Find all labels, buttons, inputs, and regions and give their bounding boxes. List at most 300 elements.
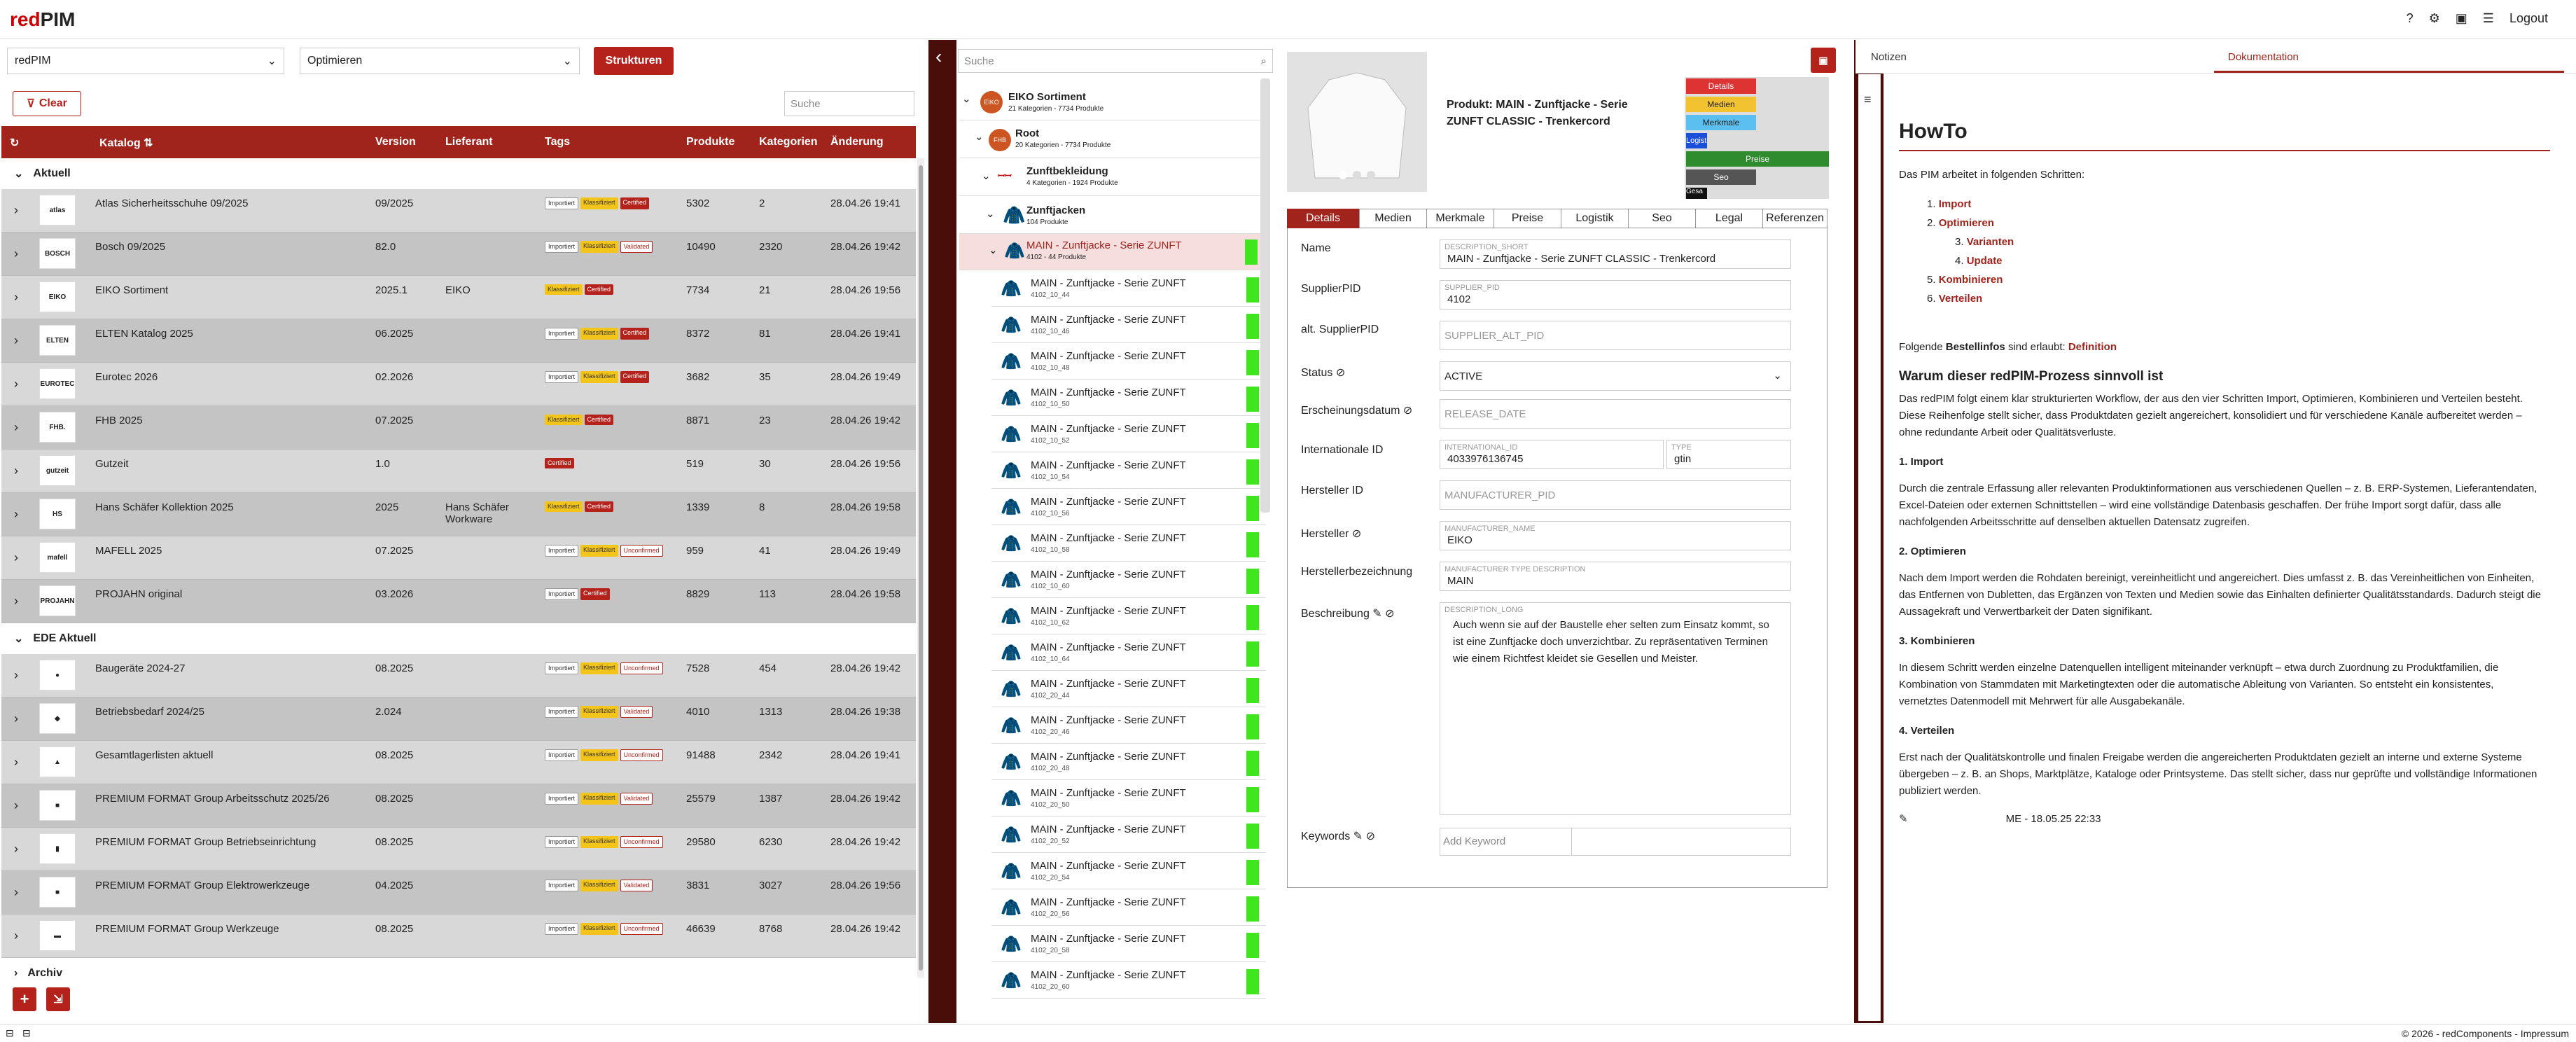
variant-item[interactable] <box>991 270 1266 307</box>
jacket-icon: 🧥 <box>1001 825 1022 845</box>
table-row[interactable] <box>1 493 916 536</box>
jacket-icon: 🧥 <box>1001 534 1022 553</box>
clear-button[interactable]: ⊽ Clear <box>13 91 81 116</box>
chevron-right-icon: › <box>14 967 18 979</box>
tag-badge: Klassifiziert <box>580 371 618 383</box>
manufacturer-pid-field[interactable]: MANUFACTURER_PID <box>1440 480 1791 510</box>
chevron-down-icon: ⌄ <box>14 168 24 180</box>
doc-s1: 1. Import <box>1899 456 1944 468</box>
steps-list: 1. Import 2. Optimieren 3. Varianten 4. Update 5. Kombinieren 6. Verteilen <box>1927 198 2014 305</box>
jacket-icon: 🧥 <box>1001 679 1022 699</box>
variant-item[interactable] <box>991 926 1266 962</box>
doc-heading: HowTo <box>1899 120 1968 143</box>
catalog-version: 04.2025 <box>375 880 414 891</box>
col-version[interactable]: Version <box>375 136 416 148</box>
table-row[interactable] <box>1 276 916 319</box>
chevron-down-icon: ⌄ <box>975 131 984 143</box>
alt-supplierpid-field[interactable]: SUPPLIER_ALT_PID <box>1440 321 1791 350</box>
variant-item[interactable] <box>991 817 1266 853</box>
status-indicator <box>1246 350 1259 375</box>
variant-item[interactable] <box>991 671 1266 707</box>
top-bar <box>0 0 2576 39</box>
tree-search-input[interactable]: Suche ⌕ <box>958 49 1273 73</box>
status-indicator <box>1246 787 1259 812</box>
table-row[interactable] <box>1 915 916 958</box>
catalog-thumbnail: atlas <box>39 195 76 225</box>
chevron-down-icon: ⌄ <box>986 208 995 220</box>
step-update[interactable]: Update <box>1966 255 2003 267</box>
catalog-name: PREMIUM FORMAT Group Betriebseinrichtung <box>95 836 316 848</box>
tree-node-main-zunftjacke[interactable]: ⌄ 🧥 MAIN - Zunftjacke - Serie ZUNFT 4102 - 44 Produkte <box>959 234 1267 270</box>
tag-badge: Unconfirmed <box>620 545 663 557</box>
chevron-right-icon[interactable]: › <box>14 711 18 725</box>
step-kombinieren[interactable]: Kombinieren <box>1938 274 2003 286</box>
status-indicator <box>1246 824 1259 849</box>
link-icon[interactable]: ⊘ <box>1335 367 1346 379</box>
catalog-aenderung: 28.04.26 19:49 <box>830 371 901 383</box>
catalog-thumbnail: EUROTEC <box>39 368 76 399</box>
badge-seo[interactable]: Seo <box>1686 169 1756 185</box>
chevron-down-icon: ⌄ <box>1773 370 1782 382</box>
variant-title: MAIN - Zunftjacke - Serie ZUNFT <box>1031 496 1186 508</box>
chevron-down-icon: ⌄ <box>14 633 24 645</box>
variant-item[interactable] <box>991 562 1266 598</box>
status-indicator <box>1246 641 1259 667</box>
variant-title: MAIN - Zunftjacke - Serie ZUNFT <box>1031 787 1186 799</box>
catalog-aenderung: 28.04.26 19:58 <box>830 501 901 513</box>
jacket-icon: 🧥 <box>1001 716 1022 735</box>
import-button[interactable]: ⇲ <box>46 987 70 1011</box>
step-varianten[interactable]: Varianten <box>1966 236 2014 248</box>
variant-item[interactable] <box>991 598 1266 634</box>
catalog-kategorien: 1387 <box>759 793 783 805</box>
doc-s4: 4. Verteilen <box>1899 725 1955 737</box>
link-icon[interactable]: ⊘ <box>1402 405 1413 417</box>
store-icon[interactable]: ▣ <box>2455 11 2467 25</box>
status-indicator <box>1246 860 1259 885</box>
status-indicator <box>1246 969 1259 994</box>
variant-item[interactable] <box>991 489 1266 525</box>
bestellinfos-line: Folgende Bestellinfos sind erlaubt: Definition <box>1899 341 2117 353</box>
variant-id: 4102_10_52 <box>1031 437 1070 445</box>
catalog-kategorien: 35 <box>759 371 771 383</box>
tab-seo[interactable]: Seo <box>1629 209 1696 228</box>
variant-title: MAIN - Zunftjacke - Serie ZUNFT <box>1031 933 1186 945</box>
variant-title: MAIN - Zunftjacke - Serie ZUNFT <box>1031 751 1186 763</box>
tree-node-eiko[interactable]: ⌄ EIKO EIKO Sortiment 21 Kategorien - 7734 Produkte <box>959 84 1267 120</box>
catalog-produkte: 10490 <box>686 241 716 253</box>
status-indicator <box>1246 277 1259 303</box>
save-icon[interactable]: ▣ <box>1811 48 1836 73</box>
chevron-right-icon[interactable]: › <box>14 929 18 943</box>
link-icon[interactable]: ⊘ <box>1351 528 1362 540</box>
doc-para-0: Das redPIM folgt einem klar strukturierten Workflow, der aus den vier Schritten Import, Optimieren, Kombinieren und Verteilen besteht. Diese Reihenfolge stellt sicher, dass Produktdaten gezielt angereichert, konsolidiert und für verschiedene Kanäle aufbereitet werden – ohne redundante Arbeit oder Qualitätsverluste. <box>1899 393 2523 438</box>
manufacturer-type-field[interactable]: MANUFACTURER TYPE DESCRIPTION MAIN <box>1440 562 1791 591</box>
variant-id: 4102_20_56 <box>1031 910 1070 918</box>
catalog-tags <box>545 880 678 891</box>
panel-icon[interactable]: ⊟ <box>6 1027 14 1038</box>
catalog-produkte: 3831 <box>686 880 710 891</box>
catalog-aenderung: 28.04.26 19:56 <box>830 458 901 470</box>
section-archiv[interactable]: › Archiv <box>1 958 916 982</box>
collapse-left-icon[interactable]: ‹ <box>935 46 942 67</box>
tag-badge: Klassifiziert <box>580 662 618 674</box>
variant-item[interactable] <box>991 380 1266 416</box>
id-type-field[interactable]: TYPE gtin <box>1666 440 1791 469</box>
tag-badge: Klassifiziert <box>545 284 583 295</box>
name-field[interactable]: DESCRIPTION_SHORT MAIN - Zunftjacke - Serie ZUNFT CLASSIC - Trenkercord <box>1440 239 1791 269</box>
help-icon[interactable]: ? <box>2406 11 2414 25</box>
brand-logo-icon: ꟷꟷ <box>997 171 1011 181</box>
tag-badge: Certified <box>545 458 574 468</box>
col-katalog[interactable]: Katalog ⇅ <box>99 137 153 149</box>
chevron-right-icon[interactable]: › <box>14 290 18 304</box>
catalog-version: 08.2025 <box>375 923 414 935</box>
catalog-version: 2.024 <box>375 706 402 718</box>
tab-details[interactable]: Details <box>1287 209 1360 228</box>
step-optimieren[interactable]: Optimieren <box>1938 217 1994 229</box>
label-keywords: Keywords ✎ ⊘ <box>1301 831 1375 842</box>
footer-copyright[interactable]: © 2026 - redComponents - Impressum <box>2401 1028 2569 1039</box>
chevron-right-icon[interactable]: › <box>14 203 18 217</box>
badge-gesa[interactable]: Gesa <box>1686 188 1707 199</box>
tag-badge: Klassifiziert <box>580 923 618 935</box>
table-row[interactable] <box>1 654 916 697</box>
tag-badge: Importiert <box>545 241 578 253</box>
catalog-kategorien: 2320 <box>759 241 783 253</box>
tag-badge: Certified <box>585 284 614 295</box>
variant-title: MAIN - Zunftjacke - Serie ZUNFT <box>1031 969 1186 981</box>
badge-medien[interactable]: Medien <box>1686 97 1756 112</box>
badge-preise[interactable]: Preise <box>1686 151 1829 167</box>
tag-badge: Unconfirmed <box>620 662 663 674</box>
catalog-select[interactable]: redPIM ⌄ <box>7 48 284 74</box>
catalog-tags <box>545 458 678 468</box>
chevron-down-icon: ⌄ <box>982 170 991 182</box>
catalog-name: Eurotec 2026 <box>95 371 158 383</box>
tag-badge: Klassifiziert <box>545 415 583 425</box>
catalog-aenderung: 28.04.26 19:49 <box>830 545 901 557</box>
doc-side-bar <box>1858 74 1881 1021</box>
tab-referenzen[interactable]: Referenzen <box>1763 209 1827 228</box>
catalog-aenderung: 28.04.26 19:41 <box>830 749 901 761</box>
catalog-thumbnail: ● <box>39 660 76 690</box>
variant-item[interactable] <box>991 889 1266 926</box>
doc-s2: 2. Optimieren <box>1899 546 1966 557</box>
label-international-id: Internationale ID <box>1301 444 1384 456</box>
menu-icon[interactable]: ≡ <box>1864 92 1872 106</box>
chevron-down-icon: ⌄ <box>989 244 998 256</box>
doc-para-1: Durch die zentrale Erfassung aller relevanten Produktinformationen aus verschiedenen Quellen – z. B. ERP-Systemen, Lieferantendaten, Excel-Dateien oder externen Schnittstellen – wird eine vollständige Datenbasis geschaffen. Der frühe Import sorgt dafür, dass alle nachfolgenden Arbeitsschritte auf denselben aktuellen Datensatz zugreifen. <box>1899 482 2537 528</box>
col-aenderung[interactable]: Änderung <box>830 136 884 148</box>
search-icon: ⌕ <box>1260 55 1267 67</box>
step-verteilen[interactable]: Verteilen <box>1938 293 1983 305</box>
international-id-field[interactable]: INTERNATIONAL_ID 4033976136745 <box>1440 440 1664 469</box>
label-status: Status ⊘ <box>1301 367 1346 379</box>
app-logo[interactable]: redPIM <box>10 8 76 30</box>
jacket-icon: 🧥 <box>1001 461 1022 480</box>
catalog-version: 2025 <box>375 501 399 513</box>
variant-item[interactable] <box>991 707 1266 744</box>
catalog-tags <box>545 501 678 512</box>
jacket-icon: 🧥 <box>1001 971 1022 990</box>
col-kategorien[interactable]: Kategorien <box>759 136 818 148</box>
chevron-down-icon: ⌄ <box>562 55 572 67</box>
doc-para-3: In diesem Schritt werden einzelne Datenquellen intelligent miteinander verknüpft – etwa durch Zuordnung zu Produktfamilien, die Kombination von Stammdaten mit Marketingtexten oder die automatische Ableitung von Varianten. So entsteht ein konsistentes, vernetztes Datenmodell mit Mehrwert für alle Ausgabekanäle. <box>1899 662 2499 707</box>
chevron-right-icon[interactable]: › <box>14 755 18 769</box>
tab-legal[interactable]: Legal <box>1696 209 1763 228</box>
catalog-name: Betriebsbedarf 2024/25 <box>95 706 204 718</box>
tag-badge: Importiert <box>545 706 578 718</box>
jacket-icon: 🧥 <box>1001 789 1022 808</box>
keyword-field[interactable] <box>1440 828 1791 856</box>
left-divider <box>928 40 956 1023</box>
tree-node-root[interactable]: ⌄ FHB Root 20 Kategorien - 7734 Produkte <box>959 122 1267 158</box>
edit-icon[interactable]: ✎ <box>1899 813 1908 825</box>
tag-badge: Importiert <box>545 880 578 891</box>
tree-scrollbar[interactable] <box>1260 78 1270 513</box>
section-ede-aktuell[interactable]: ⌄ EDE Aktuell <box>1 623 916 654</box>
tab-medien[interactable]: Medien <box>1360 209 1427 228</box>
catalog-thumbnail: ◆ <box>39 703 76 734</box>
catalog-thumbnail: ▬ <box>39 920 76 951</box>
table-row[interactable] <box>1 232 916 276</box>
table-row[interactable] <box>1 406 916 450</box>
tag-badge: Unconfirmed <box>620 923 663 935</box>
tag-badge: Certified <box>585 501 614 512</box>
add-keyword-input[interactable]: Add Keyword <box>1440 828 1572 855</box>
doc-subheading: Warum dieser redPIM-Prozess sinnvoll ist <box>1899 369 2164 384</box>
catalog-kategorien: 81 <box>759 328 771 340</box>
table-row[interactable] <box>1 741 916 784</box>
catalog-tags <box>545 793 678 805</box>
variant-item[interactable] <box>991 744 1266 780</box>
catalog-version: 07.2025 <box>375 545 414 557</box>
database-icon[interactable]: ☰ <box>2482 11 2494 25</box>
tag-badge: Klassifiziert <box>580 880 618 891</box>
tree-node-zunftjacken[interactable]: ⌄ 🧥 Zunftjacken 104 Produkte <box>959 197 1267 234</box>
catalog-aenderung: 28.04.26 19:42 <box>830 836 901 848</box>
catalog-aenderung: 28.04.26 19:41 <box>830 328 901 340</box>
catalog-search-input[interactable]: Suche <box>784 91 914 116</box>
doc-para-4: Erst nach der Qualitätskontrolle und finalen Freigabe werden die angereicherten Produktdaten gezielt an interne und externe Systeme übergeben – z. B. an Shops, Marktplätze, Kataloge oder Printsysteme. Das stellt sicher, dass nur geprüfte und vollständige Informationen publiziert werden. <box>1899 751 2537 797</box>
catalog-aenderung: 28.04.26 19:42 <box>830 923 901 935</box>
tab-preise[interactable]: Preise <box>1494 209 1561 228</box>
supplierpid-field[interactable]: SUPPLIER_PID 4102 <box>1440 280 1791 310</box>
catalog-kategorien: 8 <box>759 501 765 513</box>
tag-badge: Importiert <box>545 836 578 848</box>
catalog-aenderung: 28.04.26 19:56 <box>830 284 901 296</box>
chevron-right-icon[interactable]: › <box>14 550 18 564</box>
status-indicator <box>1246 751 1259 776</box>
variant-id: 4102_20_50 <box>1031 801 1070 809</box>
section-aktuell[interactable]: ⌄ Aktuell <box>1 158 916 189</box>
tag-badge: Validated <box>620 241 653 253</box>
edit-icon[interactable]: ✎ <box>1353 831 1363 842</box>
chevron-right-icon[interactable]: › <box>14 842 18 856</box>
link-icon[interactable]: ⊘ <box>1385 608 1395 620</box>
jacket-icon: 🧥 <box>1001 424 1022 444</box>
catalog-produkte: 7528 <box>686 662 710 674</box>
catalog-tags <box>545 284 678 295</box>
left-scrollbar[interactable] <box>917 158 924 978</box>
col-tags[interactable]: Tags <box>545 136 571 148</box>
catalog-version: 08.2025 <box>375 793 414 805</box>
label-hersteller: Hersteller ⊘ <box>1301 528 1362 540</box>
eiko-logo-icon: EIKO <box>980 91 1003 113</box>
catalog-kategorien: 21 <box>759 284 771 296</box>
variant-item[interactable] <box>991 343 1266 380</box>
catalog-name: PROJAHN original <box>95 588 183 600</box>
edit-icon[interactable]: ✎ <box>1372 608 1382 620</box>
catalog-name: PREMIUM FORMAT Group Arbeitsschutz 2025/26 <box>95 793 330 805</box>
catalog-tags <box>545 662 678 674</box>
chevron-right-icon[interactable]: › <box>14 668 18 682</box>
settings-icon[interactable]: ⚙ <box>2428 11 2440 25</box>
variant-item[interactable] <box>991 307 1266 343</box>
catalog-version: 06.2025 <box>375 328 414 340</box>
link-icon[interactable]: ⊘ <box>1365 831 1375 842</box>
chevron-right-icon[interactable]: › <box>14 246 18 260</box>
catalog-kategorien: 8768 <box>759 923 783 935</box>
variant-id: 4102_20_54 <box>1031 874 1070 882</box>
manufacturer-name-field[interactable]: MANUFACTURER_NAME EIKO <box>1440 521 1791 550</box>
chevron-right-icon[interactable]: › <box>14 507 18 521</box>
catalog-aenderung: 28.04.26 19:58 <box>830 588 901 600</box>
catalog-aenderung: 28.04.26 19:42 <box>830 415 901 426</box>
chevron-right-icon[interactable]: › <box>14 377 18 391</box>
doc-footer: ✎ ME - 18.05.25 22:33 <box>1899 813 2101 825</box>
tag-badge: Klassifiziert <box>580 241 618 253</box>
badge-merkmale[interactable]: Merkmale <box>1686 115 1756 130</box>
tag-badge: Klassifiziert <box>580 545 618 557</box>
status-indicator <box>1245 239 1258 265</box>
chevron-right-icon[interactable]: › <box>14 798 18 812</box>
variant-title: MAIN - Zunftjacke - Serie ZUNFT <box>1031 641 1186 653</box>
table-row[interactable] <box>1 450 916 493</box>
variant-id: 4102_20_58 <box>1031 947 1070 954</box>
catalog-produkte: 5302 <box>686 197 710 209</box>
step-import[interactable]: Import <box>1938 198 1972 210</box>
tab-merkmale[interactable]: Merkmale <box>1427 209 1494 228</box>
doc-tabs <box>1856 40 2576 74</box>
variant-item[interactable] <box>991 853 1266 889</box>
tag-badge: Importiert <box>545 749 578 761</box>
catalog-name: Baugeräte 2024-27 <box>95 662 186 674</box>
logout-button[interactable]: Logout <box>2509 11 2548 25</box>
table-row[interactable] <box>1 580 916 623</box>
catalog-name: MAFELL 2025 <box>95 545 162 557</box>
status-indicator <box>1246 569 1259 594</box>
variant-id: 4102_10_58 <box>1031 546 1070 554</box>
col-lieferant[interactable]: Lieferant <box>445 136 493 148</box>
catalog-tags <box>545 836 678 848</box>
chevron-right-icon[interactable]: › <box>14 594 18 608</box>
tab-notizen[interactable]: Notizen <box>1871 51 1907 63</box>
status-indicator <box>1246 678 1259 703</box>
catalog-name: Bosch 09/2025 <box>95 241 166 253</box>
status-indicator <box>1246 933 1259 958</box>
table-row[interactable] <box>1 784 916 828</box>
variant-item[interactable] <box>991 416 1266 452</box>
add-catalog-button[interactable]: + <box>13 987 36 1011</box>
variant-id: 4102_10_44 <box>1031 291 1070 299</box>
badge-details[interactable]: Details <box>1686 78 1756 94</box>
col-produkte[interactable]: Produkte <box>686 136 735 148</box>
tag-badge: Klassifiziert <box>580 197 618 209</box>
rows-aktuell <box>1 189 916 623</box>
release-date-field[interactable]: RELEASE_DATE <box>1440 399 1791 429</box>
table-row[interactable] <box>1 828 916 871</box>
variant-title: MAIN - Zunftjacke - Serie ZUNFT <box>1031 824 1186 835</box>
jacket-icon: 🧥 <box>1001 861 1022 881</box>
jacket-icon: 🧥 <box>1001 570 1022 590</box>
catalog-kategorien: 2342 <box>759 749 783 761</box>
variant-item[interactable] <box>991 452 1266 489</box>
definition-link[interactable]: Definition <box>2068 341 2117 353</box>
variant-title: MAIN - Zunftjacke - Serie ZUNFT <box>1031 350 1186 362</box>
catalog-aenderung: 28.04.26 19:42 <box>830 241 901 253</box>
catalog-produkte: 4010 <box>686 706 710 718</box>
tree-node-zunftbekleidung[interactable]: ⌄ ꟷꟷ Zunftbekleidung 4 Kategorien - 1924 Produkte <box>959 160 1267 196</box>
chevron-right-icon[interactable]: › <box>14 333 18 347</box>
active-tab-indicator <box>2214 71 2564 73</box>
table-row[interactable] <box>1 189 916 232</box>
catalog-tags <box>545 328 678 340</box>
variant-id: 4102_20_48 <box>1031 765 1070 772</box>
status-select[interactable]: ACTIVE ⌄ <box>1440 361 1791 391</box>
variant-title: MAIN - Zunftjacke - Serie ZUNFT <box>1031 423 1186 435</box>
table-row[interactable] <box>1 319 916 363</box>
catalog-produkte: 46639 <box>686 923 716 935</box>
variant-item[interactable] <box>991 780 1266 817</box>
refresh-icon[interactable]: ↻ <box>10 137 20 149</box>
panel-icon-2[interactable]: ⊟ <box>22 1027 31 1038</box>
variant-item[interactable] <box>991 634 1266 671</box>
variant-id: 4102_20_60 <box>1031 983 1070 991</box>
catalog-tags <box>545 588 678 600</box>
variant-id: 4102_20_44 <box>1031 692 1070 700</box>
table-row[interactable] <box>1 536 916 580</box>
tag-badge: Validated <box>620 793 653 805</box>
variant-id: 4102_10_54 <box>1031 473 1070 481</box>
tab-logistik[interactable]: Logistik <box>1561 209 1629 228</box>
catalog-aenderung: 28.04.26 19:42 <box>830 793 901 805</box>
description-field[interactable]: DESCRIPTION_LONG Auch wenn sie auf der Baustelle eher selten zum Einsatz kommt, so ist eine Zunftjacke doch unverzichtbar. Zu repräsentativen Terminen wie einem Richtfest kleidet sie Gesellen und Meister. <box>1440 602 1791 815</box>
variant-id: 4102_10_46 <box>1031 328 1070 335</box>
variant-id: 4102_10_62 <box>1031 619 1070 627</box>
chevron-right-icon[interactable]: › <box>14 885 18 899</box>
product-image[interactable] <box>1287 52 1427 192</box>
catalog-produkte: 8372 <box>686 328 710 340</box>
table-row[interactable] <box>1 697 916 741</box>
badge-logist[interactable]: Logist <box>1686 133 1707 148</box>
variant-item[interactable] <box>991 525 1266 562</box>
catalog-list <box>1 158 916 982</box>
variant-id: 4102_10_64 <box>1031 655 1070 663</box>
catalog-kategorien: 41 <box>759 545 771 557</box>
catalog-kategorien: 30 <box>759 458 771 470</box>
chevron-right-icon[interactable]: › <box>14 420 18 434</box>
catalog-aenderung: 28.04.26 19:41 <box>830 197 901 209</box>
mode-select[interactable]: Optimieren ⌄ <box>300 48 580 74</box>
chevron-right-icon[interactable]: › <box>14 464 18 478</box>
table-row[interactable] <box>1 363 916 406</box>
table-row[interactable] <box>1 871 916 915</box>
variant-item[interactable] <box>991 962 1266 999</box>
strukturen-button[interactable]: Strukturen <box>594 47 674 75</box>
tab-dokumentation[interactable]: Dokumentation <box>2228 51 2299 63</box>
